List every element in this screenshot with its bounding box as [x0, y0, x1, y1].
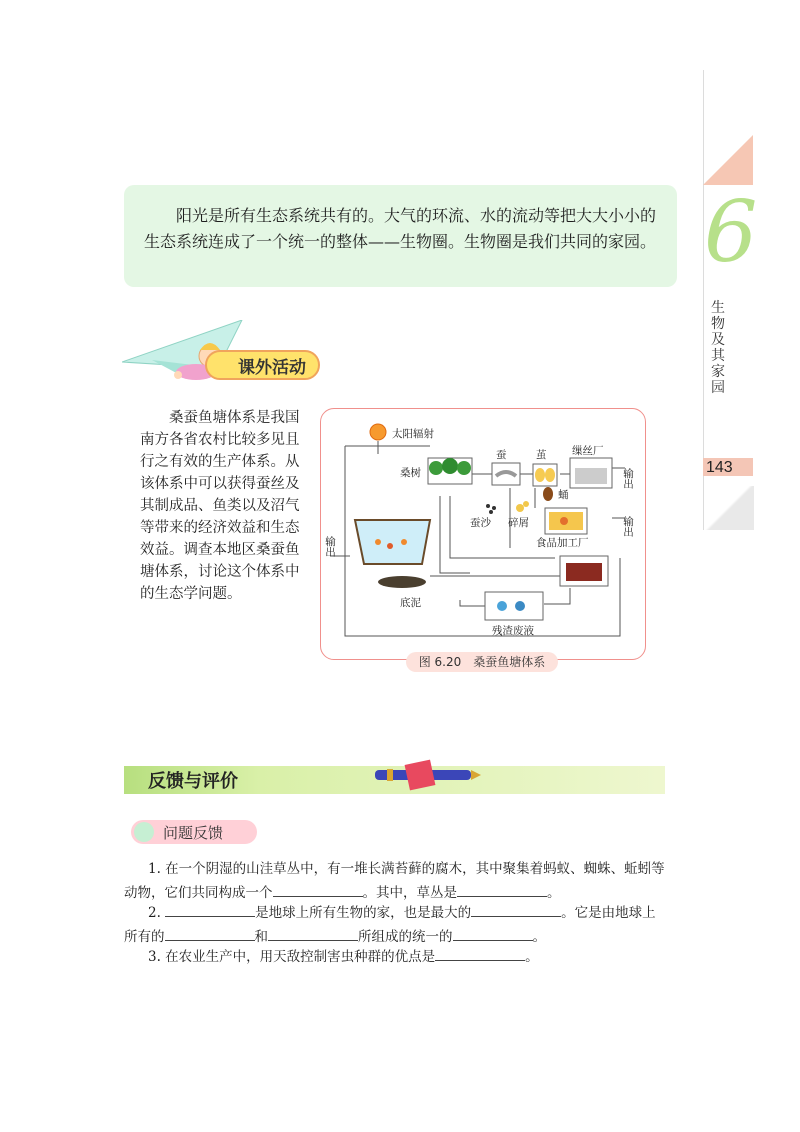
- mulberry-silkworm-fishpond-diagram: [320, 408, 646, 652]
- page-number: 143: [706, 459, 733, 476]
- q2-text-b: 是地球上所有生物的家，也是最大的: [255, 905, 472, 921]
- q1-text-a: 1. 在一个阴湿的山洼草丛中，有一堆长满苔藓的腐木，其中聚集着蚂蚁、蜘蛛、蚯蚓等动物，它们共同构成一个: [124, 861, 665, 901]
- activity-heading: [205, 350, 320, 380]
- q3-text-a: 3. 在农业生产中，用天敌控制害虫种群的优点是: [148, 949, 436, 965]
- page-corner-fold: [703, 486, 754, 530]
- label-output-left: 输出: [324, 536, 336, 557]
- summary-box: [124, 185, 677, 287]
- q2-text-a: 2.: [148, 905, 166, 921]
- figure-caption: 图 6.20 桑蚕鱼塘体系: [406, 652, 558, 672]
- label-mud: 底泥: [400, 597, 421, 609]
- label-scraps: 碎屑: [508, 517, 529, 529]
- q2-text-d: 和: [254, 929, 268, 945]
- question-2: [124, 901, 669, 949]
- q1-blank-2[interactable]: [457, 882, 547, 897]
- activity-text: 桑蚕鱼塘体系是我国南方各省农村比较多见且行之有效的生产体系。从该体系中可以获得蚕丝及其制成品、鱼类以及沼气等带来的经济效益和生态效益。调查本地区桑蚕鱼塘体系，讨论这个体系中的生态学问题。: [140, 410, 300, 602]
- q2-blank-1[interactable]: [165, 902, 255, 917]
- q2-text-f: 。: [532, 929, 546, 945]
- label-silkworm: 蚕: [496, 449, 507, 461]
- label-silk-factory: 缫丝厂: [572, 445, 604, 457]
- q3-blank-1[interactable]: [435, 946, 525, 961]
- chapter-title: 生物及其家园: [711, 300, 725, 396]
- label-food-factory: 食品加工厂: [536, 537, 589, 549]
- label-output-1: 输出: [622, 468, 634, 489]
- q2-blank-2[interactable]: [471, 902, 561, 917]
- feedback-heading: 反馈与评价: [148, 771, 238, 792]
- chapter-number: 6: [704, 183, 758, 281]
- q2-blank-5[interactable]: [453, 926, 533, 941]
- pen-notebook-icon: [373, 758, 483, 794]
- problem-feedback-dot: [134, 822, 154, 842]
- question-3: [124, 945, 669, 969]
- label-waste: 残渣废液: [492, 625, 534, 637]
- q2-text-e: 所组成的统一的: [358, 929, 453, 945]
- label-silkworm-sand: 蚕沙: [470, 517, 491, 529]
- q2-text-c: 。它是由地球上所有的: [124, 905, 656, 945]
- q1-text-b: 。其中，草丛是: [362, 885, 457, 901]
- q3-text-b: 。: [525, 949, 539, 965]
- activity-heading-text: 课外活动: [238, 357, 306, 378]
- summary-text: 阳光是所有生态系统共有的。大气的环流、水的流动等把大大小小的生态系统连成了一个统一的整体——生物圈。生物圈是我们共同的家园。: [144, 206, 657, 251]
- q1-text-c: 。: [547, 885, 561, 901]
- label-sun: 太阳辐射: [392, 428, 434, 440]
- q2-blank-3[interactable]: [165, 926, 255, 941]
- q1-blank-1[interactable]: [273, 882, 363, 897]
- question-1: [124, 857, 669, 905]
- problem-feedback-heading: 问题反馈: [163, 824, 224, 842]
- q2-blank-4[interactable]: [268, 926, 358, 941]
- label-mulberry: 桑树: [400, 467, 421, 479]
- label-pupa: 蛹: [558, 489, 569, 501]
- label-output-2: 输出: [622, 516, 634, 537]
- label-cocoon: 茧: [536, 449, 547, 461]
- chapter-corner-decoration: [703, 135, 753, 185]
